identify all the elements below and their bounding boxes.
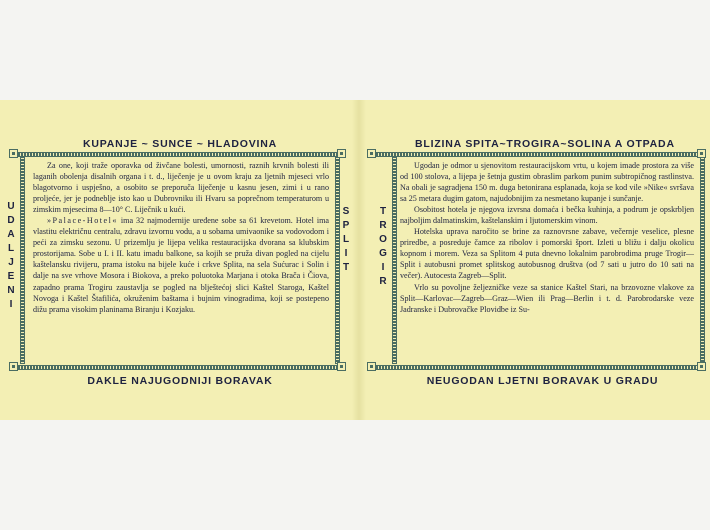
corner-ornament: [697, 149, 706, 158]
corner-ornament: [9, 149, 18, 158]
right-paragraph: Osobitost hotela je njegova izvrsna domaća i bečka kuhinja, a podrum je opskrbljen najboljim dalmatinskim, kaštelanskim i ljutomerskim vinom.: [400, 205, 694, 226]
left-bottom-border: [12, 365, 344, 370]
right-paragraph: Vrlo su povoljne željezničke veze sa stanice Kaštel Stari, na brzovozne vlakove za Split—Karlovac—Zagreb—Graz—Wien ili Prag—Berlin i t. d. Parobrodarske veze Jadranske i Dubrovačke Plovidbe iz Su-: [400, 282, 694, 314]
right-paragraph: Ugodan je odmor u sjenovitom restauracijskom vrtu, u kojem imade prostora za više od 100 stolova, a lijepa je šetnja gustim obraslim parkom punim subtropičnog rastlinstva. Na obali je sagradjena 150 m. duga betonirana esplanada, koja se kod vile »Nike« svršava sa 25 metara dugim gatom, najudobnijim za nesmetano kupanje i sunčanje.: [400, 161, 694, 204]
left-side-word-udaljeni: U D A L J E N I: [7, 201, 15, 310]
right-side-word-trogir: T R O G I R: [379, 206, 387, 287]
left-side-word-split: S P L I T: [342, 206, 350, 273]
right-top-border: [370, 152, 698, 157]
center-fold: [352, 100, 366, 420]
right-paragraph: Hotelska uprava naročito se brine za raznovrsne zabave, večernje veselice, plesne priredbe, a posreduje čamce za ribolov i pomorski šport. Izleti u bližu i dalju okolicu kopnom i morem. Veza sa Splitom 4 puta dnevno lokalnim parobrodima pruge Trogir—Split i autobusni promet splitskog autobusnog društva (od 7 sati u jutro do 10 sati na večer). Autocesta Zagreb—Split.: [400, 227, 694, 281]
right-body: [400, 160, 694, 315]
left-paragraph: »Palace-Hotel« ima 32 najmodernije uređene sobe sa 61 krevetom. Hotel ima vlastitu električnu centralu, zdravu izvornu vodu, a u sobama umivaonike sa vodovodom i peći za zimsku sezonu. U prizemlju je lijepa velika restauracijska dvorana sa klubskim prostorijama. Sobe u I. i II. katu imadu balkone, sa kojih se pruža divan pogled na cijelu kaštelansku rivijeru, prama istoku na bijele kuće i crkve Splita, na sela Sućurac i Solin i dalje na sve vrhove Mosora i Biokova, a preko poluotoka Marjana i otoka Brača i Čiova, zapadno prama Trogiru zaustavlja se pogled na blještećoj slici Kaštel Staroga, Kaštel Novoga i Kaštel Štafilića, okruženim baštama i bujnim vinogradima, koji se postepeno dižu prama visokim planinama Biranju i Kozjaku.: [33, 216, 329, 314]
hotel-name: »Palace-Hotel«: [47, 216, 118, 226]
left-paragraph: Za one, koji traže oporavka od živčane bolesti, umornosti, raznih krvnih bolesti ili laganih obolenja disalnih organa i t. d., liječenje je u ovom kraju za ljetnih mjeseci vrlo blagotvorno i uspješno, a osobito se preporuča liječenje u kasnu jesen, zimi i u rano proljeće, jer je podneblje isto kao u Dubrovniku ili Hvaru sa poprečnom temperaturom u zimskim mjesecima 8—10° C. Liječnik u kući.: [33, 161, 329, 215]
left-outer-border: [20, 156, 25, 364]
right-bottom-border: [370, 365, 698, 370]
left-body: [33, 160, 329, 315]
right-outer-border: [700, 156, 705, 364]
corner-ornament: [367, 149, 376, 158]
left-top-border: [12, 152, 344, 157]
corner-ornament: [337, 149, 346, 158]
right-inner-border: [392, 156, 397, 364]
left-heading-top: KUPANJE ~ SUNCE ~ HLADOVINA: [82, 138, 278, 150]
right-heading-bottom: NEUGODAN LJETNI BORAVAK U GRADU: [426, 375, 659, 387]
corner-ornament: [9, 362, 18, 371]
left-heading-bottom: DAKLE NAJUGODNIJI BORAVAK: [87, 375, 273, 387]
corner-ornament: [697, 362, 706, 371]
corner-ornament: [337, 362, 346, 371]
corner-ornament: [367, 362, 376, 371]
right-heading-top: BLIZINA SPITA~TROGIRA~SOLINA A OTPADA: [415, 138, 675, 150]
